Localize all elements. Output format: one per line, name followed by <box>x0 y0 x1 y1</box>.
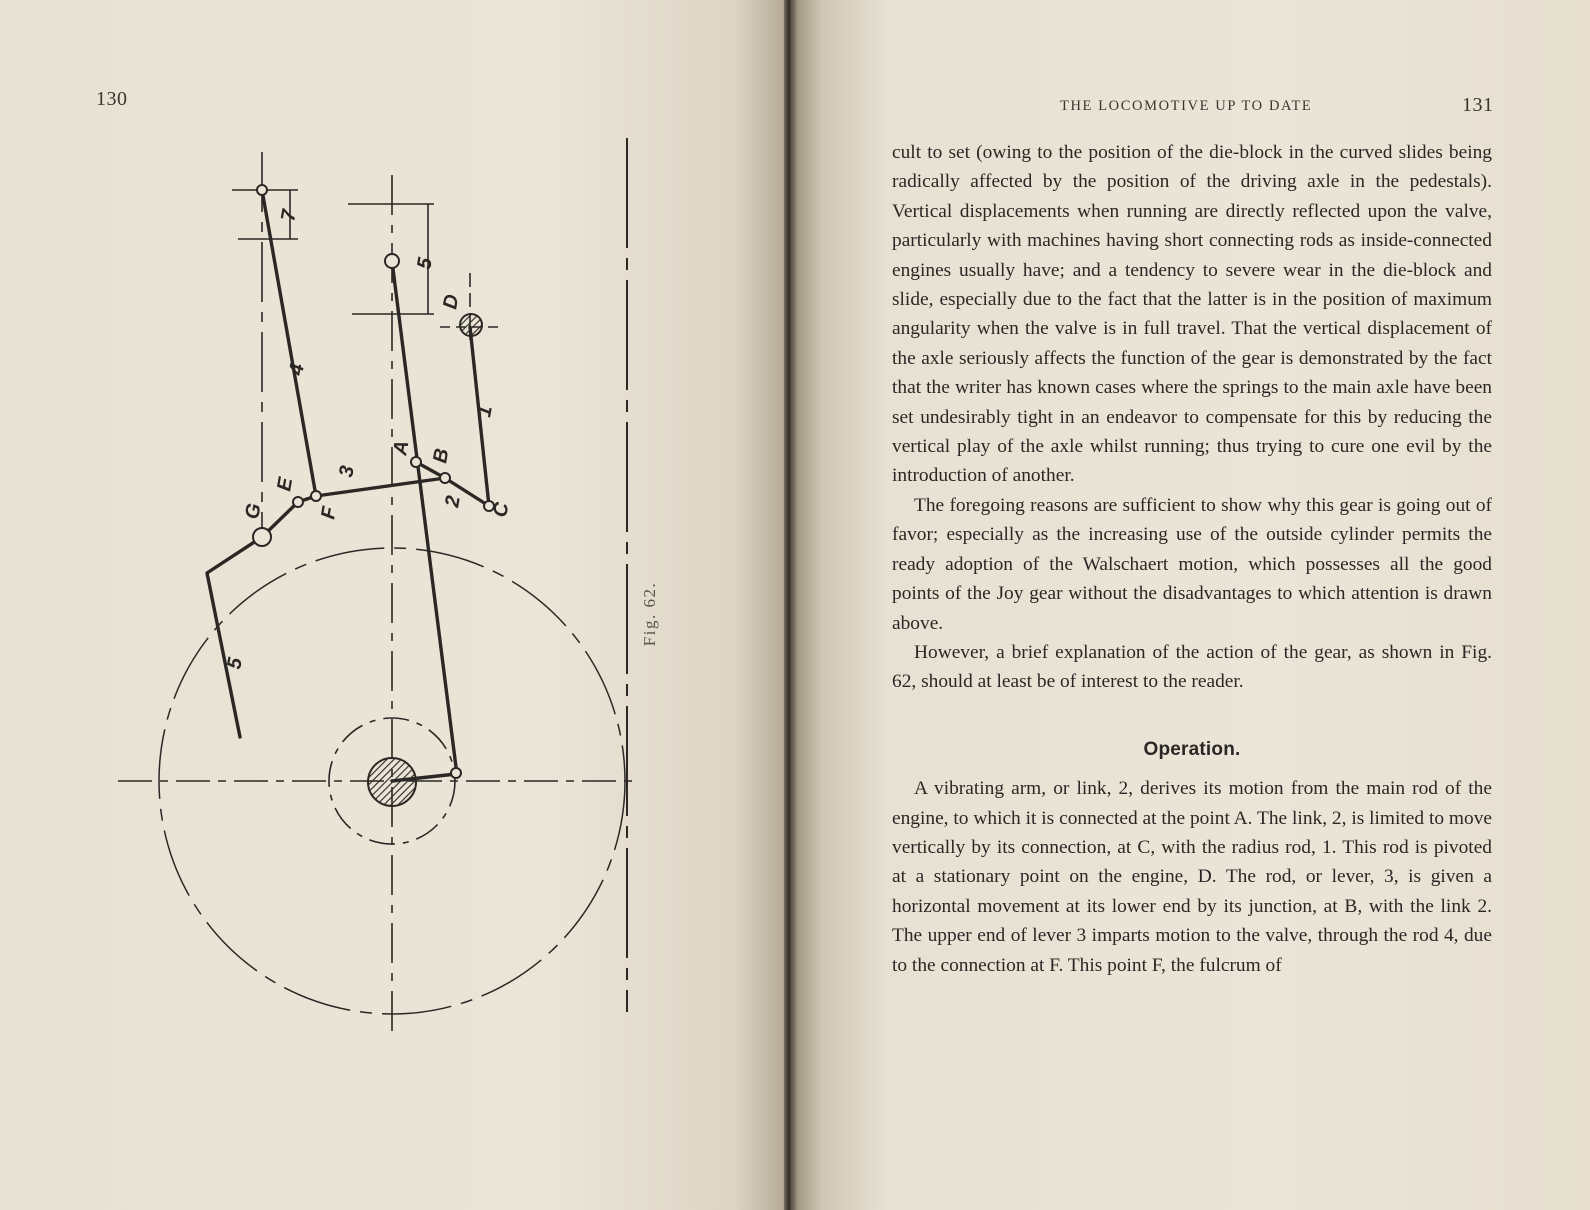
paragraph-3: However, a brief explanation of the action of the gear, as shown in Fig. 62, should at least be of interest to the reader. <box>892 641 1492 693</box>
joint-top-lever-3 <box>385 254 399 268</box>
label-link-2: 2 <box>441 494 465 509</box>
lever-3 <box>392 261 456 767</box>
label-dim-7: 7 <box>277 208 301 223</box>
left-page <box>0 0 790 1210</box>
figure-joy-valve-gear <box>0 0 790 1210</box>
joint-b <box>440 473 450 483</box>
page-number-left: 130 <box>96 88 128 110</box>
joint-a <box>411 457 421 467</box>
label-point-c: C <box>489 500 514 519</box>
joint-g <box>253 528 271 546</box>
axle <box>368 758 416 806</box>
label-point-b: B <box>429 446 454 465</box>
section-heading-operation: Operation. <box>1143 738 1241 760</box>
label-point-g: G <box>241 501 266 521</box>
paragraph-2: The foregoing reasons are sufficient to show why this gear is going out of favor; especially as the increasing use of the outside cylinder permits the ready adoption of the Walschaert motion, which possesses all the good points of the Joy gear without the disadvantages to which attention is drawn above. <box>892 494 1492 634</box>
joint-f <box>311 491 321 501</box>
label-point-e: E <box>273 475 298 493</box>
label-point-d: D <box>439 292 464 311</box>
figure-caption: Fig. 62. <box>640 581 660 647</box>
body-text <box>892 138 1492 980</box>
label-point-f: F <box>317 505 342 521</box>
joint-e <box>293 497 303 507</box>
label-rod-5: 5 <box>223 656 247 671</box>
rod-4 <box>262 190 316 496</box>
paragraph-1: cult to set (owing to the position of the die-block in the curved slides being radically affected by the position of the driving axle in the pedestals). Vertical displacements when running are directly reflected upon the valve, particularly with machines having short connecting rods as inside-connected engines usually have; and a tendency to severe wear in the die-block and slide, especially due to the fact that the latter is in the position of maximum angularity when the valve is in full travel. That the vertical displacement of the axle seriously affects the function of the gear is demonstrated by the fact that the writer has known cases where the springs to the main axle have been set undesirably tight in an endeavor to compensate for this by reducing the vertical play of the axle whilst running; thus trying to cure one evil by the introduction of another. <box>892 142 1492 487</box>
page-number-right: 131 <box>1462 94 1494 116</box>
label-rod-1: 1 <box>473 404 497 419</box>
running-head: THE LOCOMOTIVE UP TO DATE <box>1060 98 1313 114</box>
rod-3-horizontal <box>316 478 445 496</box>
label-rod-4: 4 <box>285 362 309 377</box>
label-point-a: A <box>389 438 414 457</box>
label-lever-3: 3 <box>335 464 359 479</box>
paragraph-operation: A vibrating arm, or link, 2, derives its motion from the main rod of the engine, to which it is connected at the point A. The link, 2, is limited to move vertically by its connection, at C, with the radius rod, 1. This rod is pivoted at a stationary point on the engine, D. The rod, or lever, 3, is given a horizontal movement at its lower end by its junction, at B, with the link 2. The upper end of lever 3 imparts motion to the valve, through the rod 4, due to the connection at F. This point F, the fulcrum of <box>892 778 1492 976</box>
pivot-d <box>460 314 482 336</box>
label-dim-5: 5 <box>413 256 437 271</box>
joint-crank <box>451 768 461 778</box>
joint-top-rod-4 <box>257 185 267 195</box>
